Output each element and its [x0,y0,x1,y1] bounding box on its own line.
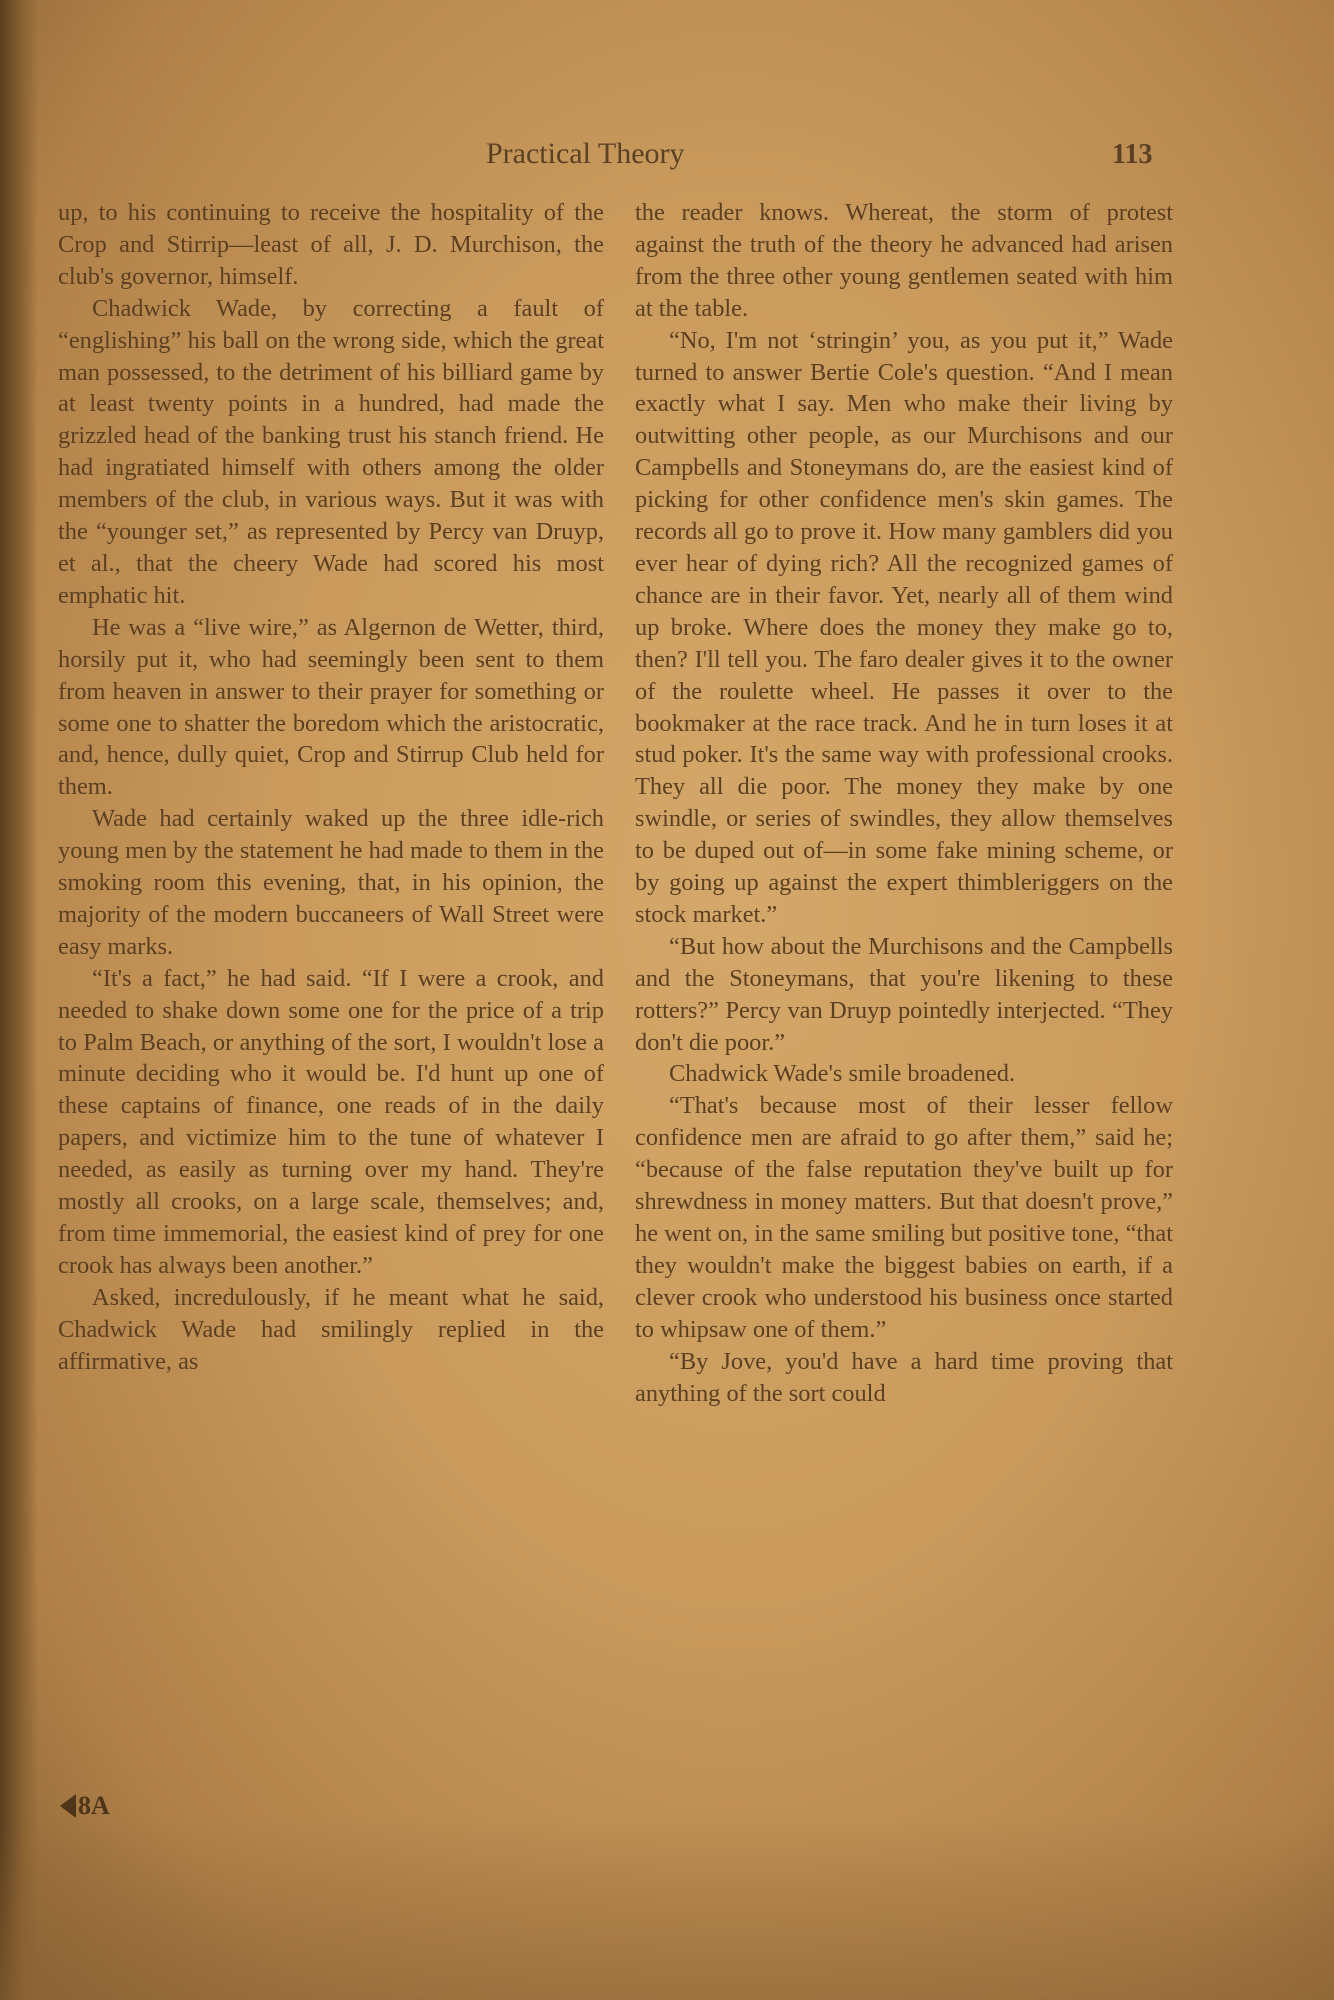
paragraph: He was a “live wire,” as Algernon de Wetter, third, horsily put it, who had seemingly been sent to them from heaven in answer to their prayer for something or some one to shatter the boredom which the aristocratic, and, hence, dully quiet, Crop and Stirrup Club held for them. [58,613,604,801]
left-column [58,197,604,1378]
paragraph: Asked, incredulously, if he meant what he said, Chadwick Wade had smilingly replied in the affirmative, as [58,1283,604,1375]
signature-label: 8A [78,1791,110,1820]
paragraph: up, to his continuing to receive the hospitality of the Crop and Stirrip—least of all, J. D. Murchison, the club's governor, himself. [58,199,604,290]
paragraph: the reader knows. Whereat, the storm of protest against the truth of the theory he advanced had arisen from the three other young gentlemen seated with him at the table. [635,199,1173,322]
paragraph: “By Jove, you'd have a hard time proving that anything of the sort could [635,1347,1173,1407]
paragraph: “But how about the Murchisons and the Campbells and the Stoneymans, that you're likening to these rotters?” Percy van Druyp pointedly interjected. “They don't die poor.” [635,932,1173,1056]
page-header [0,137,1334,181]
running-title: Practical Theory [486,137,685,170]
paragraph: Chadwick Wade, by correcting a fault of “englishing” his ball on the wrong side, which the great man possessed, to the detriment of his billiard game by at least twenty points in a hundred, had made the grizzled head of the banking trust his stanch friend. He had ingratiated himself with others among the older members of the club, in various ways. But it was with the “younger set,” as represented by Percy van Druyp, et al., that the cheery Wade had scored his most emphatic hit. [58,294,604,609]
signature-mark [60,1791,110,1821]
arrow-left-icon [60,1794,76,1818]
paragraph: “It's a fact,” he had said. “If I were a crook, and needed to shake down some one for the price of a trip to Palm Beach, or anything of the sort, I wouldn't lose a minute deciding who it would be. I'd hunt up one of these captains of finance, one reads of in the daily papers, and victimize him to the tune of whatever I needed, as easily as turning over my hand. They're mostly all crooks, on a large scale, themselves; and, from time immemorial, the easiest kind of prey for one crook has always been another.” [58,964,604,1279]
right-column [635,197,1173,1409]
paragraph: Wade had certainly waked up the three idle-rich young men by the statement he had made to them in the smoking room this evening, that, in his opinion, the majority of the modern buccaneers of Wall Street were easy marks. [58,805,604,960]
page-number: 113 [1112,139,1153,170]
paragraph: Chadwick Wade's smile broadened. [669,1060,1016,1088]
paragraph: “That's because most of their lesser fellow confidence men are afraid to go after them,” said he; “because of the false reputation they've built up for shrewdness in money matters. But that doesn't prove,” he went on, in the same smiling but positive tone, “that they wouldn't make the biggest babies on earth, if a clever crook who understood his business once started to whipsaw one of them.” [635,1092,1173,1343]
paragraph: “No, I'm not ‘stringin’ you, as you put it,” Wade turned to answer Bertie Cole's question. “And I mean exactly what I say. Men who make their living by outwitting other people, as our Murchisons and our Campbells and Stoneymans do, are the easiest kind of picking for other confidence men's skin games. The records all go to prove it. How many gamblers did you ever hear of dying rich? All the recognized games of chance are in their favor. Yet, nearly all of them wind up broke. Where does the money they make go to, then? I'll tell you. The faro dealer gives it to the owner of the roulette wheel. He passes it over to the bookmaker at the race track. And he in turn loses it at stud poker. It's the same way with professional crooks. They all die poor. The money they make by one swindle, or series of swindles, they allow themselves to be duped out of—in some fake mining scheme, or by going up against the expert thimbleriggers on the stock market.” [635,326,1173,928]
